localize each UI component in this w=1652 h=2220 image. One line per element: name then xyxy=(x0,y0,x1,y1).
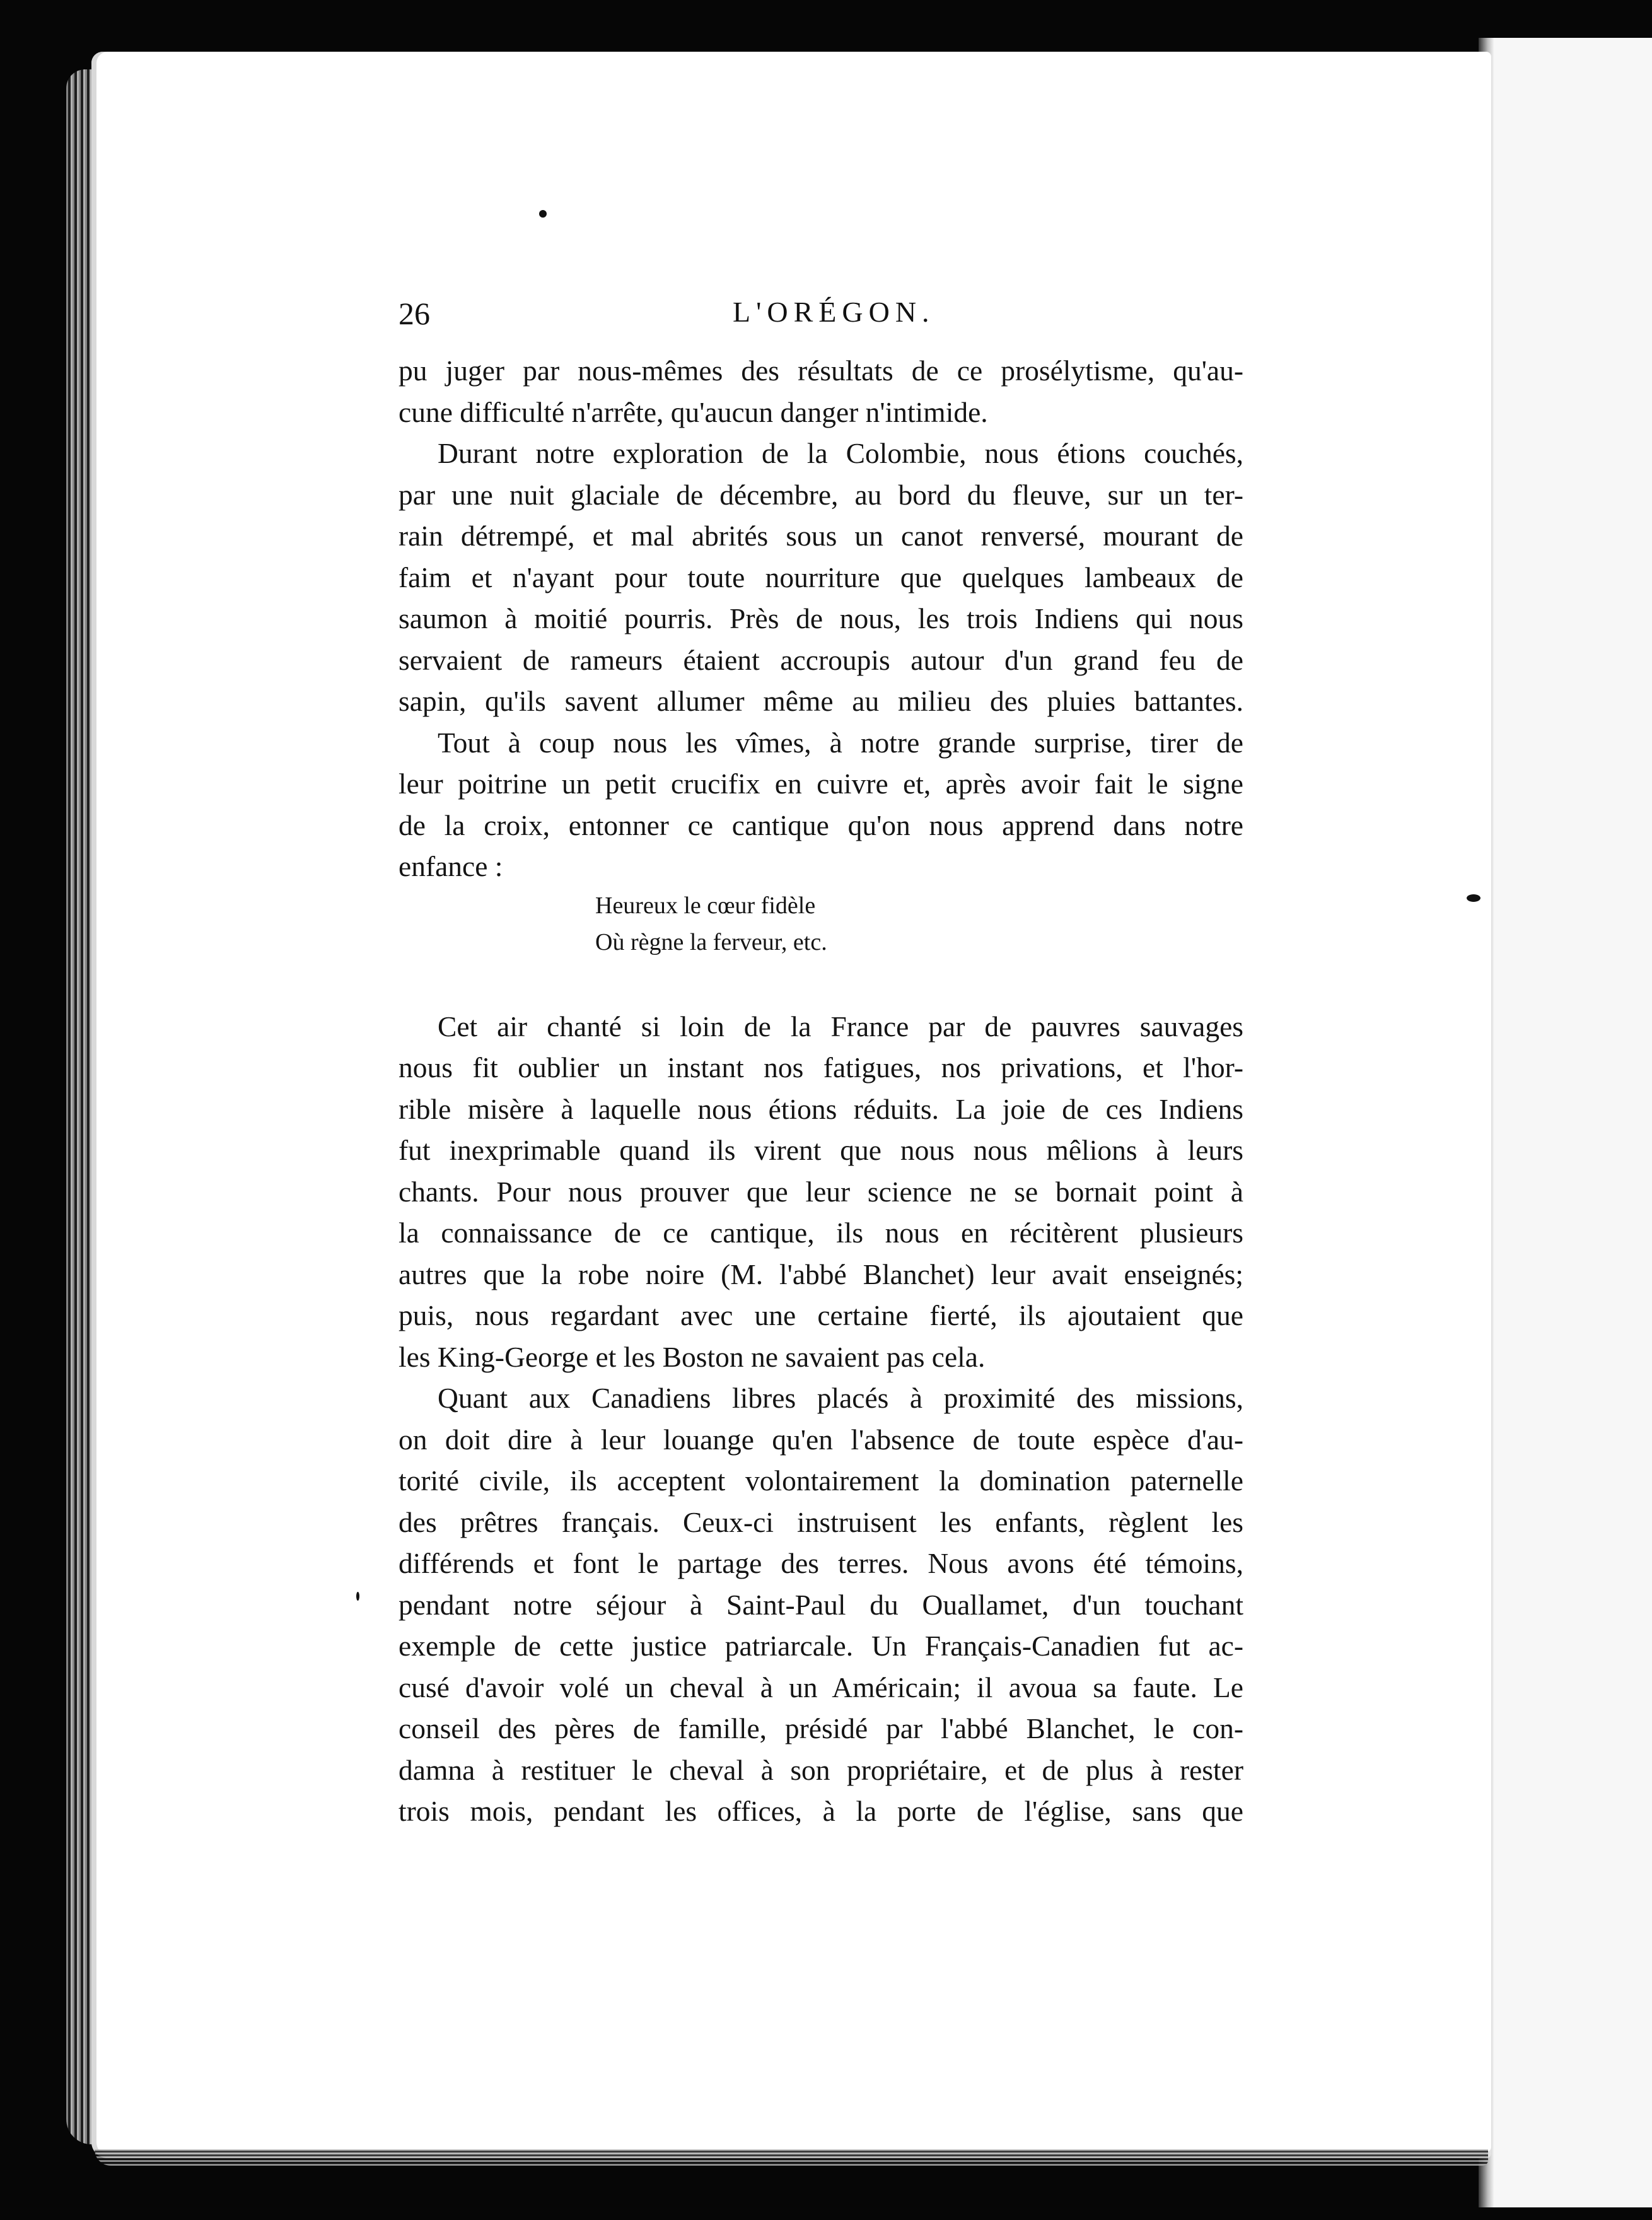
facing-page xyxy=(1479,38,1652,2207)
text-line: puis, nous regardant avec une certaine fierté, ils ajoutaient que xyxy=(398,1299,1243,1331)
text-line: trois mois, pendant les offices, à la porte de l'église, sans que xyxy=(398,1795,1243,1827)
text-line: leur poitrine un petit crucifix en cuivre et, après avoir fait le signe xyxy=(398,768,1243,800)
text-line: saumon à moitié pourris. Près de nous, les trois Indiens qui nous xyxy=(398,602,1243,634)
text-line: on doit dire à leur louange qu'en l'absence de toute espèce d'au- xyxy=(398,1423,1243,1456)
text-line: sapin, qu'ils savent allumer même au milieu des pluies battantes. xyxy=(398,685,1243,717)
text-line: exemple de cette justice patriarcale. Un Français-Canadien fut ac- xyxy=(398,1630,1243,1662)
text-line: de la croix, entonner ce cantique qu'on nous apprend dans notre xyxy=(398,809,1243,841)
paragraph-3 xyxy=(398,722,1243,887)
text-line: cusé d'avoir volé un cheval à un Américain; il avoua sa faute. Le xyxy=(398,1671,1243,1703)
text-line: rible misère à laquelle nous étions réduits. La joie de ces Indiens xyxy=(398,1092,1243,1125)
text-line: des prêtres français. Ceux-ci instruisent les enfants, règlent les xyxy=(398,1505,1243,1538)
paragraph-2 xyxy=(398,433,1243,722)
verse-spacer xyxy=(398,961,1243,1006)
paragraph-1 xyxy=(398,350,1243,433)
page-stack-edge-bottom xyxy=(95,2149,1488,2166)
text-line: fut inexprimable quand ils virent que nous nous mêlions à leurs xyxy=(398,1134,1243,1166)
text-line: pu juger par nous-mêmes des résultats de ce prosélytisme, qu'au- xyxy=(398,354,1243,387)
text-line: nous fit oublier un instant nos fatigues, nos privations, et l'hor- xyxy=(398,1051,1243,1084)
body-text xyxy=(398,350,1243,1832)
text-line: pendant notre séjour à Saint-Paul du Ouallamet, d'un touchant xyxy=(398,1588,1243,1621)
text-line: Tout à coup nous les vîmes, à notre grande surprise, tirer de xyxy=(438,726,1243,759)
text-line: autres que la robe noire (M. l'abbé Blanchet) leur avait enseignés; xyxy=(398,1258,1243,1290)
text-line: chants. Pour nous prouver que leur science ne se bornait point à xyxy=(398,1175,1243,1208)
text-line: par une nuit glaciale de décembre, au bord du fleuve, sur un ter- xyxy=(398,478,1243,511)
page-number: 26 xyxy=(398,296,430,331)
paragraph-5 xyxy=(398,1377,1243,1832)
text-line: conseil des pères de famille, présidé par l'abbé Blanchet, le con- xyxy=(398,1712,1243,1744)
text-line: servaient de rameurs étaient accroupis autour d'un grand feu de xyxy=(398,643,1243,676)
text-line: Durant notre exploration de la Colombie, nous étions couchés, xyxy=(438,437,1243,469)
verse-line: Heureux le cœur fidèle xyxy=(595,892,816,919)
running-title: L'ORÉGON. xyxy=(733,296,935,328)
text-line: Cet air chanté si loin de la France par de pauvres sauvages xyxy=(438,1010,1243,1043)
paragraph-4 xyxy=(398,1006,1243,1378)
text-line: les King-George et les Boston ne savaient pas cela. xyxy=(398,1340,986,1373)
verse-quote xyxy=(398,887,1243,1006)
page-header xyxy=(398,295,1243,346)
text-line: torité civile, ils acceptent volontairement la domination paternelle xyxy=(398,1464,1243,1497)
text-line: cune difficulté n'arrête, qu'aucun danger n'intimide. xyxy=(398,395,988,428)
text-line: faim et n'ayant pour toute nourriture que quelques lambeaux de xyxy=(398,561,1243,593)
scan-speck xyxy=(539,210,547,218)
text-line: la connaissance de ce cantique, ils nous en récitèrent plusieurs xyxy=(398,1217,1243,1249)
text-line: enfance : xyxy=(398,850,503,882)
verse-line: Où règne la ferveur, etc. xyxy=(595,928,827,955)
scan-speck xyxy=(1467,894,1480,902)
text-line: différends et font le partage des terres. Nous avons été témoins, xyxy=(398,1547,1243,1579)
text-line: Quant aux Canadiens libres placés à proximité des missions, xyxy=(438,1382,1243,1414)
text-line: damna à restituer le cheval à son propriétaire, et de plus à rester xyxy=(398,1753,1243,1786)
text-line: rain détrempé, et mal abrités sous un canot renversé, mourant de xyxy=(398,520,1243,552)
scan-speck xyxy=(356,1592,359,1601)
